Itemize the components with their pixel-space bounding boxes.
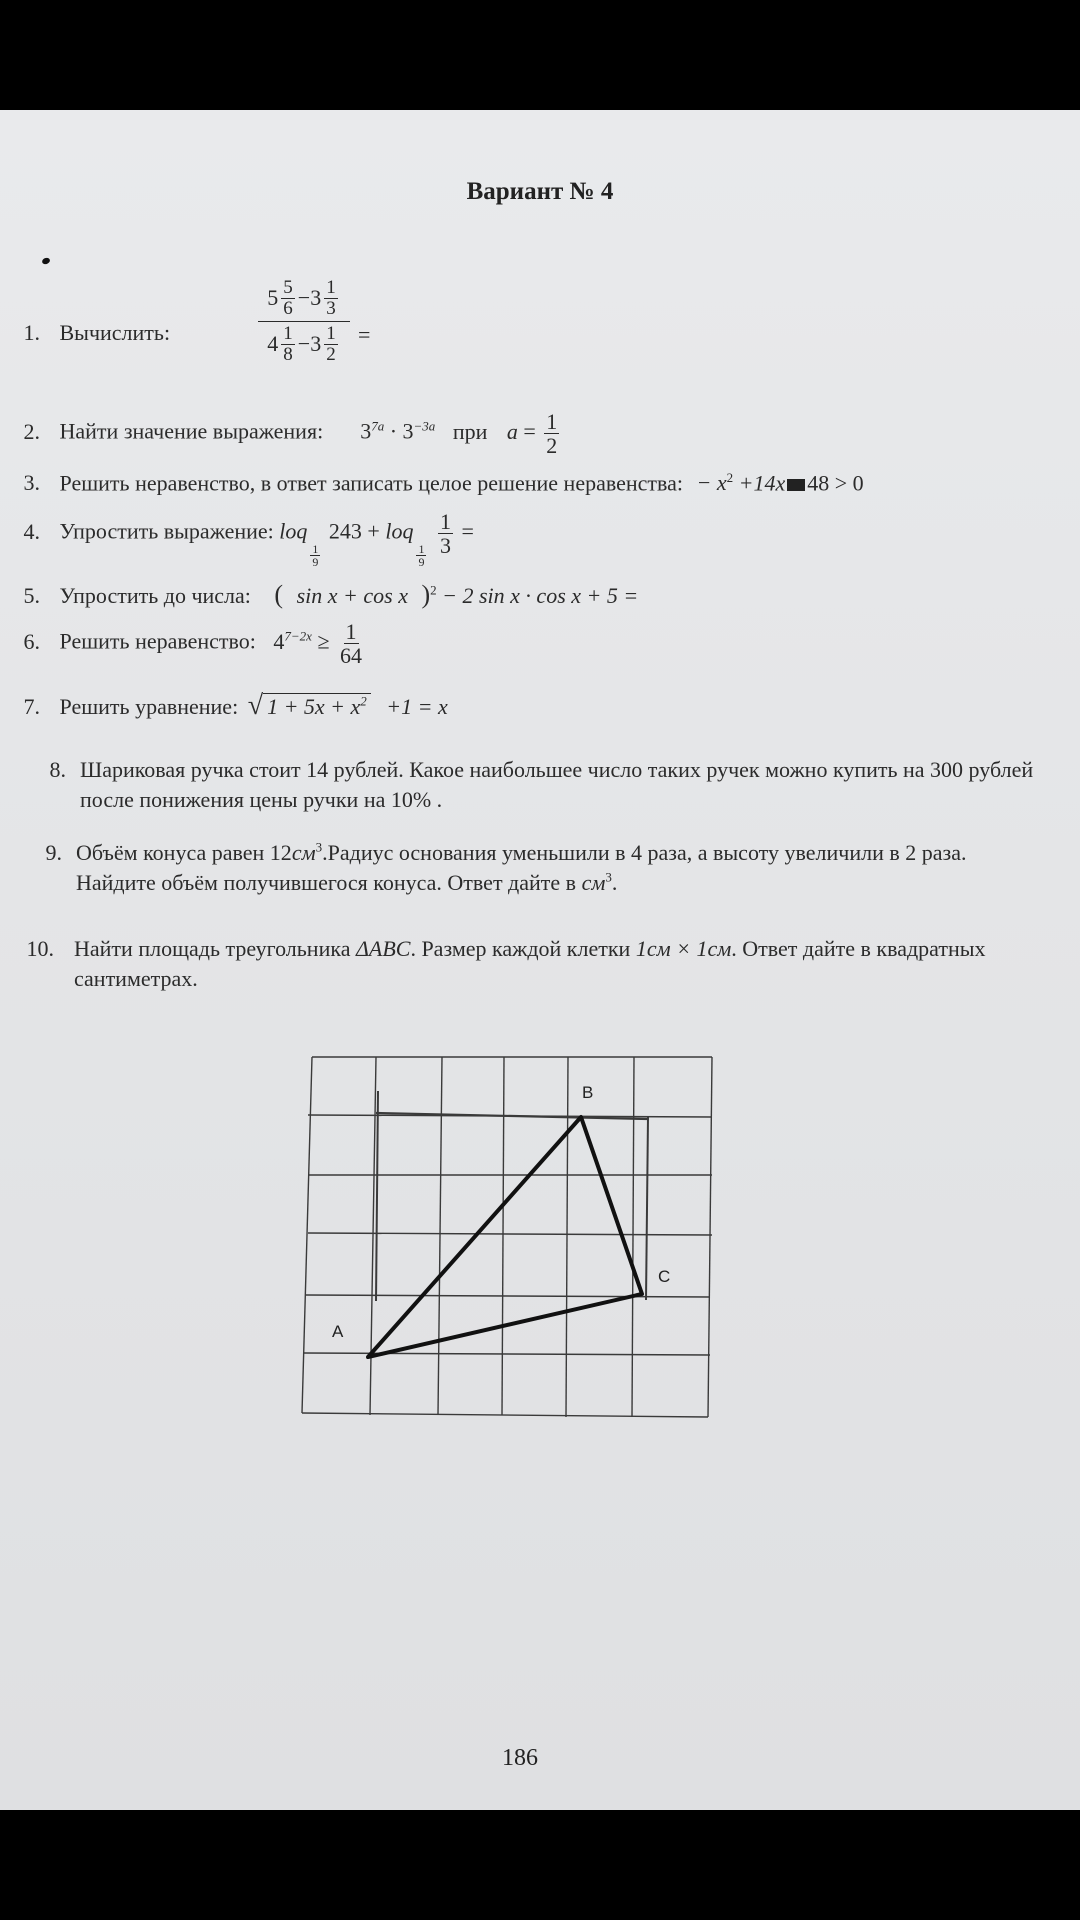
page-number: 186 (502, 1745, 538, 1771)
vertex-label-a: A (332, 1322, 344, 1341)
problem-2: 2. Найти значение выражения: $3^{7a} \cdot 3^{-3a}$ при a = $\frac{1}{2}$ (23, 409, 558, 459)
problem-6: 6. Решить неравенство: $4^{7-2x}$ ≥ $\frac{1}{64}$ (23, 619, 363, 669)
problem-1 (0, 320, 170, 346)
problem-3: 3. Решить неравенство, в ответ записать целое решение неравенства: − $x^2 +14x$ 48 > 0 (23, 470, 864, 496)
problem-number: 1. (23, 320, 40, 345)
grid-lines (302, 1057, 712, 1417)
vertex-label-c: C (658, 1267, 671, 1286)
triangle-abc (368, 1117, 642, 1357)
problem-8: 8. Шариковая ручка стоит 14 рублей. Какое наибольшее число таких ручек можно купить на 300 рублей после понижения цены ручки на 10% . (49, 757, 1034, 812)
paper-sheet (0, 110, 1080, 1810)
ink-spot (41, 257, 51, 265)
problem-4: 4. Упростить выражение: loq $\frac{1}{9}$ 243 + loq $\frac{1}{9}$ $\frac{1}{3}$ = (23, 509, 474, 570)
page-title: Вариант № 4 (466, 178, 614, 205)
triangle-grid-diagram (292, 1045, 722, 1465)
problem-9: 9. Объём конуса равен $12см^3.Радиус$ основания уменьшили в 4 раза, а высоту увеличили в 2 раза. Найдите объём получившегося конуса. Ответ дайте в $см^3$. (45, 839, 967, 895)
problem-label: Вычислить: (59, 320, 171, 345)
ink-blot (787, 479, 805, 491)
vertex-label-b: B (582, 1083, 594, 1102)
problem-7: 7. Решить уравнение: √ $1 + 5x + x^2 +1 = x$ (23, 690, 448, 721)
problem-1-expression: 5 $\frac{5}{6}$ − 3 $\frac{1}{3}$ 4 $\frac{1}{8}$ − 3 $\frac{1}{2}$ = (258, 278, 350, 365)
problem-10: 10. Найти площадь треугольника ΔABC. Размер каждой клетки 1см × 1см. Ответ дайте в квадратных сантиметрах. (26, 936, 986, 991)
problem-5: 5. Упростить до числа: ( sin x + cos x )$^2$ − 2 sin x · cos x + 5 = (23, 580, 639, 609)
